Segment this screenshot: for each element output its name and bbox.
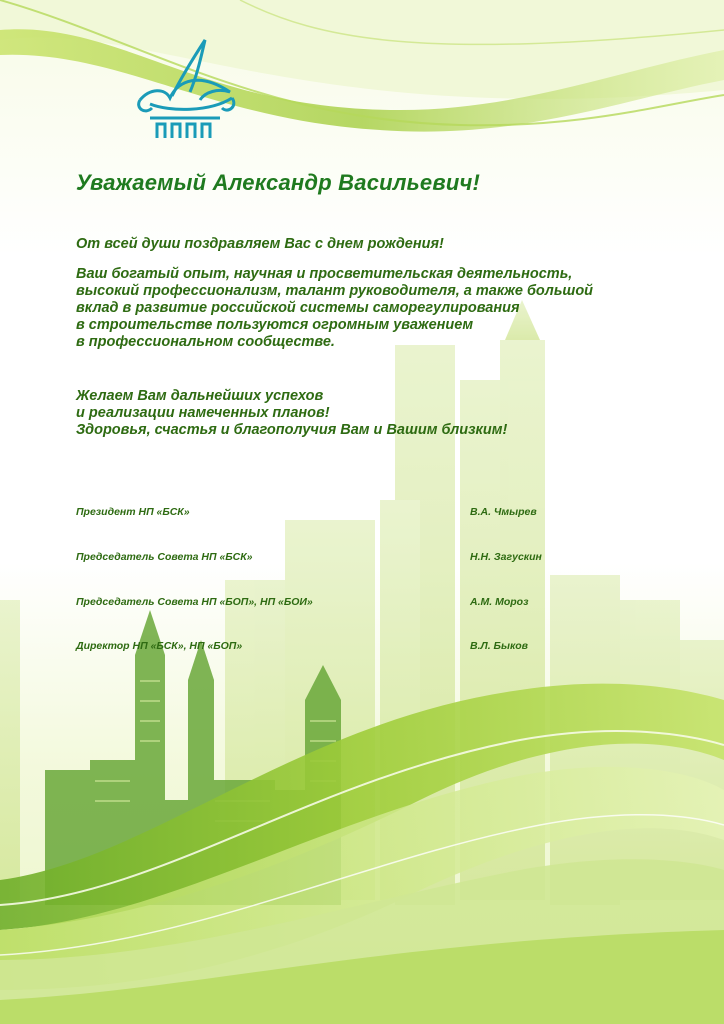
paragraph-line: Здоровья, счастья и благополучия Вам и Вашим близким!	[76, 422, 508, 438]
signature-name-chairman-bop: А.М. Мороз	[470, 596, 529, 608]
paragraph-line: высокий профессионализм, талант руководителя, а также большой	[76, 283, 594, 299]
paragraph-line: в строительстве пользуются огромным уважением	[76, 317, 474, 333]
paragraph-line: в профессиональном сообществе.	[76, 334, 335, 350]
paragraph-line: вклад в развитие российской системы саморегулирования	[76, 300, 520, 316]
greeting-paragraph-1	[76, 236, 444, 253]
signature-name-director: В.Л. Быков	[470, 640, 529, 652]
signature-role-director: Директор НП «БСК», НП «БОП»	[76, 640, 243, 652]
signature-role-chairman-bop: Председатель Совета НП «БОП», НП «БОИ»	[76, 596, 313, 608]
paragraph-line: От всей души поздравляем Вас с днем рождения!	[76, 236, 444, 252]
signature-name-president: В.А. Чмырев	[470, 506, 537, 518]
greeting-heading: Уважаемый Александр Васильевич!	[76, 170, 481, 195]
paragraph-line: Желаем Вам дальнейших успехов	[76, 388, 324, 404]
signature-role-chairman-bsk: Председатель Совета НП «БСК»	[76, 551, 253, 563]
signature-role-president: Президент НП «БСК»	[76, 506, 190, 518]
paragraph-line: и реализации намеченных планов!	[76, 405, 330, 421]
top-wave	[0, 0, 724, 132]
greeting-paragraph-3	[76, 388, 507, 439]
paragraph-line: Ваш богатый опыт, научная и просветительская деятельность,	[76, 266, 573, 282]
greeting-paragraph-2	[76, 266, 593, 351]
signature-name-chairman-bsk: Н.Н. Загускин	[470, 551, 542, 563]
